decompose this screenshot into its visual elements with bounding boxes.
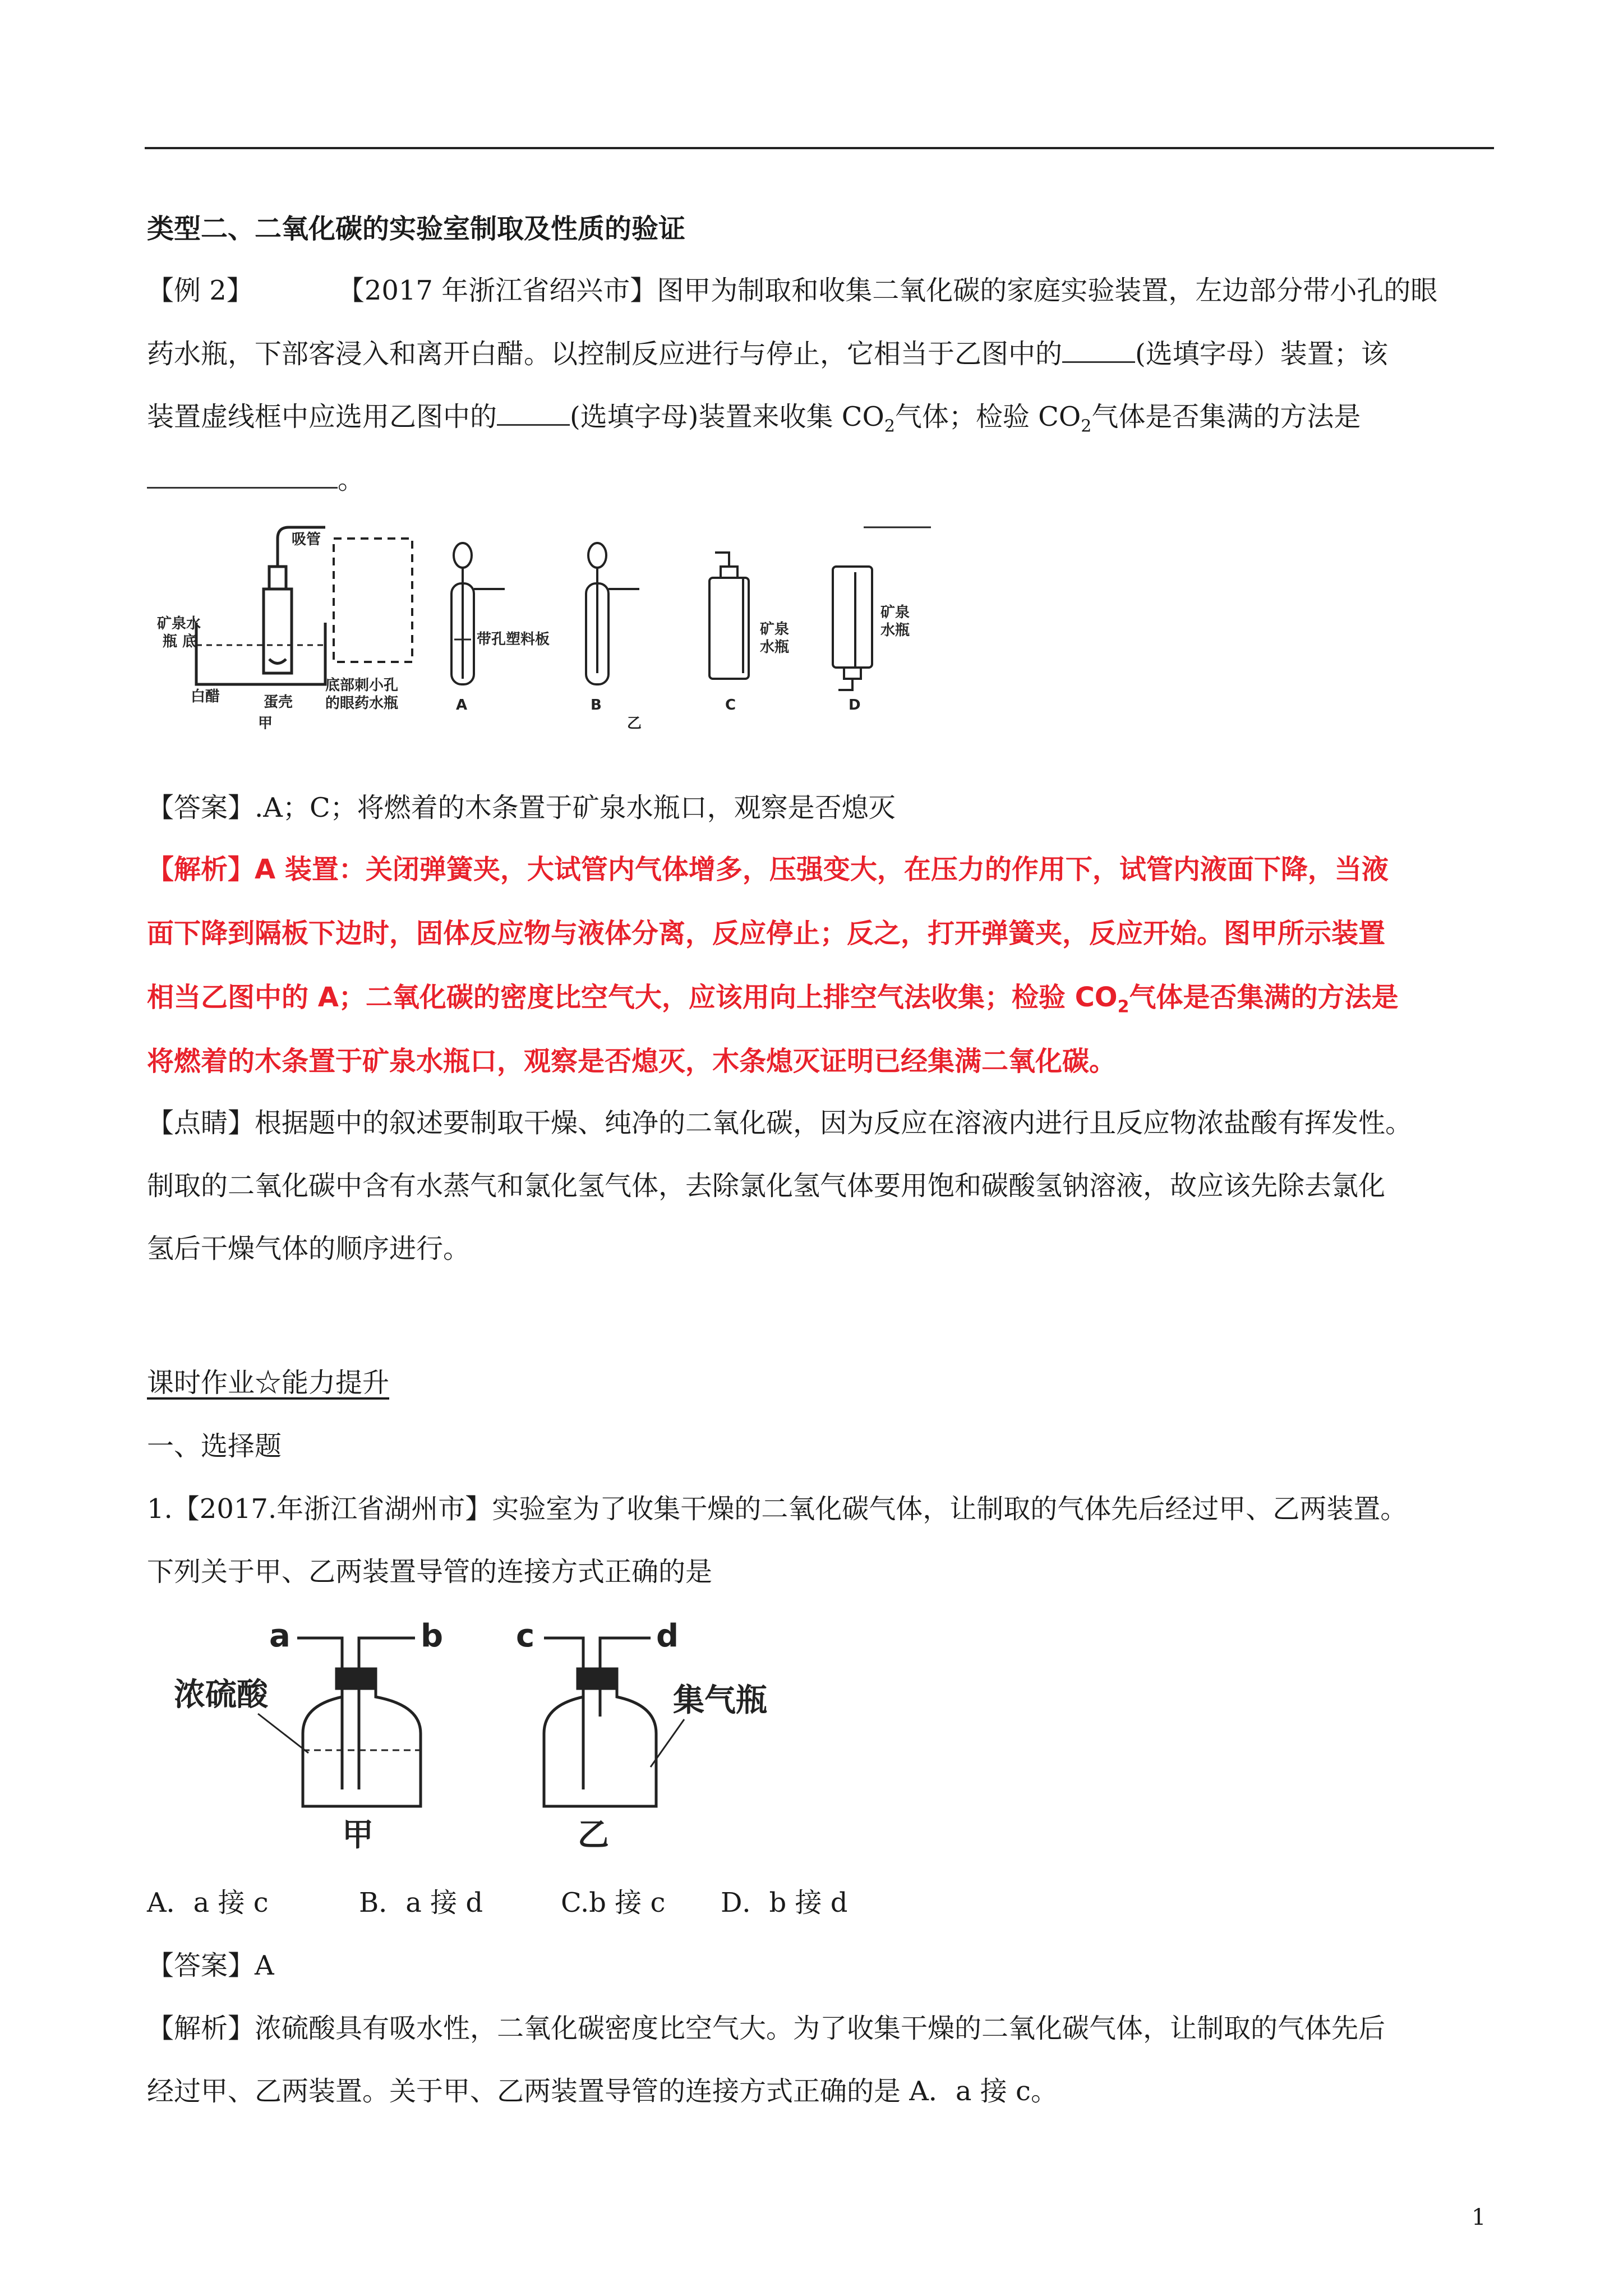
question-1-line-1: 1.【2017.年浙江省湖州市】实验室为了收集干燥的二氧化碳气体，让制取的气体先后经过甲、乙两装置。 bbox=[147, 1493, 1408, 1525]
example-line-2: 药水瓶，下部客浸入和离开白醋。以控制反应进行与停止，它相当于乙图中的 (选填字母）装置；该 bbox=[147, 337, 1388, 371]
label-B: B bbox=[591, 697, 602, 714]
label-d-bottle-1: 矿泉 bbox=[880, 604, 910, 621]
answer-blank-1 bbox=[1062, 337, 1135, 363]
answer-2: 【答案】A bbox=[147, 1950, 274, 1981]
option-a: A．a 接 c bbox=[147, 1887, 269, 1918]
answer-1: 【答案】.A；C；将燃着的木条置于矿泉水瓶口，观察是否熄灭 bbox=[147, 792, 896, 823]
answer-blank-3 bbox=[147, 462, 338, 489]
example-tag: 【例 2】 bbox=[147, 275, 253, 306]
example-line-3: 装置虚线框中应选用乙图中的 (选填字母)装置来收集 $CO_2$气体；检验 $CO_2$气体是否集满的方法是 bbox=[147, 399, 1361, 444]
label-jia-2: 甲 bbox=[342, 1817, 374, 1851]
question-1-line-2: 下列关于甲、乙两装置导管的连接方式正确的是 bbox=[147, 1556, 713, 1588]
label-b: b bbox=[421, 1618, 444, 1654]
example-line-1: 【例 2】 【2017 年浙江省绍兴市】图甲为制取和收集二氧化碳的家庭实验装置，左边部分带小孔的眼 bbox=[147, 275, 1438, 306]
label-A: A bbox=[456, 697, 468, 714]
label-c-bottle-1: 矿泉 bbox=[760, 621, 790, 638]
option-c: C.b 接 c bbox=[561, 1887, 666, 1918]
label-eye-drop-bottle-2: 的眼药水瓶 bbox=[325, 695, 399, 712]
apparatus-c bbox=[709, 553, 749, 679]
example-line-4: 。 bbox=[147, 462, 365, 496]
label-suction-tube: 吸管 bbox=[292, 531, 321, 548]
label-gas-collecting-bottle: 集气瓶 bbox=[673, 1682, 767, 1719]
example-source: 【2017 年浙江省绍兴市】 bbox=[337, 275, 657, 306]
analysis-1-line-1: 【解析】A 装置：关闭弹簧夹，大试管内气体增多，压强变大，在压力的作用下，试管内液面下降，当液 bbox=[147, 854, 1389, 885]
label-yi: 乙 bbox=[627, 715, 642, 729]
section-title: 类型二、二氧化碳的实验室制取及性质的验证 bbox=[147, 213, 686, 245]
label-D: D bbox=[849, 697, 861, 714]
label-d-bottle-2: 水瓶 bbox=[880, 622, 910, 639]
analysis-2-line-2: 经过甲、乙两装置。关于甲、乙两装置导管的连接方式正确的是 A．a 接 c。 bbox=[147, 2076, 1058, 2107]
header-rule bbox=[145, 147, 1494, 149]
label-a: a bbox=[269, 1618, 291, 1654]
homework-title: 课时作业☆能力提升 bbox=[147, 1367, 390, 1398]
label-perforated-board: 带孔塑料板 bbox=[477, 631, 550, 648]
label-mineral-bottle-bottom-2: 瓶 底 bbox=[163, 633, 197, 650]
label-c-bottle-2: 水瓶 bbox=[760, 639, 790, 656]
comment-line-2: 制取的二氧化碳中含有水蒸气和氯化氢气体，去除氯化氢气体要用饱和碳酸氢钠溶液，故应该先除去氯化 bbox=[147, 1170, 1386, 1202]
label-concentrated-sulfuric-acid: 浓硫酸 bbox=[174, 1677, 268, 1713]
label-eggshell: 蛋壳 bbox=[264, 694, 293, 711]
apparatus-d bbox=[833, 567, 872, 690]
apparatus-a bbox=[451, 543, 505, 684]
page-number: 1 bbox=[1472, 2205, 1486, 2230]
label-vinegar: 白醋 bbox=[191, 688, 220, 705]
label-c: c bbox=[516, 1618, 535, 1654]
label-C: C bbox=[725, 697, 736, 714]
option-d: D．b 接 d bbox=[721, 1887, 848, 1918]
analysis-1-line-3: 相当乙图中的 A；二氧化碳的密度比空气大，应该用向上排空气法收集；检验 $CO_2$气体是否集满的方法是 bbox=[147, 982, 1399, 1017]
label-mineral-bottle-bottom-1: 矿泉水 bbox=[157, 615, 201, 632]
label-yi-2: 乙 bbox=[578, 1817, 609, 1851]
analysis-2-line-1: 【解析】浓硫酸具有吸水性，二氧化碳密度比空气大。为了收集干燥的二氧化碳气体，让制取的气体先后 bbox=[147, 2013, 1386, 2044]
label-d: d bbox=[656, 1618, 679, 1654]
comment-line-3: 氢后干燥气体的顺序进行。 bbox=[147, 1233, 471, 1264]
co2-apparatus-figure bbox=[157, 505, 953, 729]
comment-line-1: 【点睛】根据题中的叙述要制取干燥、纯净的二氧化碳，因为反应在溶液内进行且反应物浓盐酸有挥发性。 bbox=[147, 1107, 1413, 1139]
label-eye-drop-bottle-1: 底部刺小孔 bbox=[325, 677, 399, 694]
yi-gas-bottle bbox=[544, 1638, 656, 1806]
jia-apparatus bbox=[196, 527, 412, 684]
analysis-1-line-4: 将燃着的木条置于矿泉水瓶口，观察是否熄灭，木条熄灭证明已经集满二氧化碳。 bbox=[147, 1046, 1117, 1077]
label-jia: 甲 bbox=[258, 715, 273, 729]
option-b: B．a 接 d bbox=[359, 1887, 483, 1918]
apparatus-b bbox=[586, 543, 639, 684]
jia-wash-bottle bbox=[297, 1638, 421, 1806]
part-title: 一、选择题 bbox=[147, 1430, 282, 1462]
analysis-1-line-2: 面下降到隔板下边时，固体反应物与液体分离，反应停止；反之，打开弹簧夹，反应开始。图甲所示装置 bbox=[147, 918, 1386, 949]
answer-blank-2 bbox=[497, 399, 570, 426]
wash-bottle-figure bbox=[174, 1604, 780, 1851]
